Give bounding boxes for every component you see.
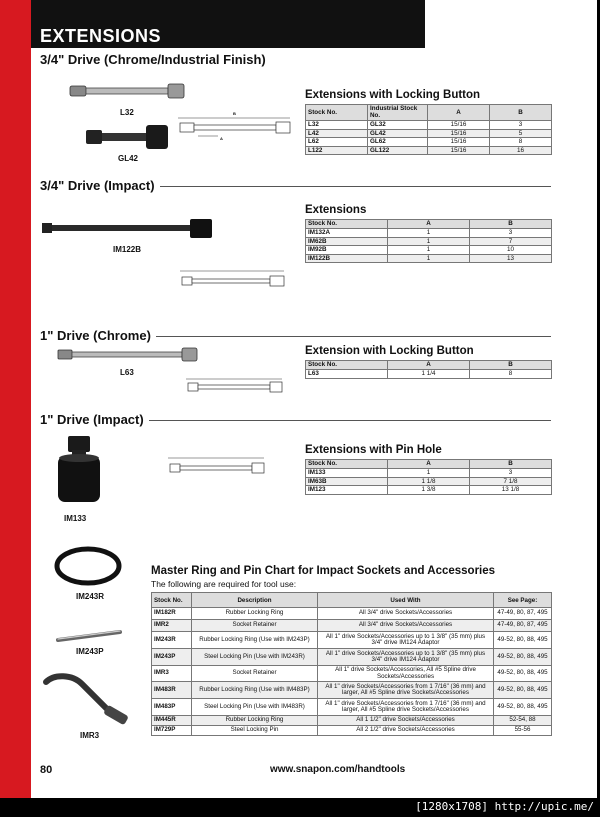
table-cell: All 3/4" drive Sockets/Accessories [318, 620, 494, 632]
table-cell: Socket Retainer [192, 620, 318, 632]
table-cell: 3 [470, 469, 552, 478]
table-cell: Rubber Locking Ring [192, 608, 318, 620]
table-cell: 49-52, 80, 88, 495 [494, 632, 552, 649]
table-cell: IM92B [306, 246, 388, 255]
table-cell: Rubber Locking Ring [192, 716, 318, 726]
red-margin-bar [0, 0, 31, 798]
table-header-row [152, 593, 552, 608]
table-cell: 1 [388, 246, 470, 255]
table-s2 [305, 219, 552, 263]
table-cell: All 1 1/2" drive Sockets/Accessories [318, 716, 494, 726]
table-cell: 3 [470, 229, 552, 238]
table-row [306, 129, 552, 138]
adaptor-im133-illustration [56, 436, 106, 506]
table-row [306, 469, 552, 478]
table-row [152, 649, 552, 666]
table-cell: IM729P [152, 726, 192, 736]
table-s3 [305, 360, 552, 379]
table-row [306, 146, 552, 155]
locking-pin-im243p-illustration [56, 628, 124, 644]
master-chart-subtitle: The following are required for tool use: [151, 579, 297, 589]
table-row [152, 620, 552, 632]
table-cell: IM133 [306, 469, 388, 478]
table-cell: Rubber Locking Ring (Use with IM483P) [192, 682, 318, 699]
col-header: Stock No. [306, 361, 388, 370]
table-row [152, 666, 552, 682]
table-cell: IM63B [306, 477, 388, 486]
table-cell: 49-52, 80, 88, 495 [494, 682, 552, 699]
section-heading-1-impact: 1" Drive (Impact) [40, 412, 149, 427]
table-cell: 10 [470, 246, 552, 255]
col-header: Description [192, 593, 318, 608]
section-heading-3-4-impact: 3/4" Drive (Impact) [40, 178, 160, 193]
table-cell: Rubber Locking Ring (Use with IM243P) [192, 632, 318, 649]
rubber-ring-im243r-illustration [54, 545, 124, 587]
table-cell: Socket Retainer [192, 666, 318, 682]
table-row [152, 726, 552, 736]
table-cell: 15/16 [428, 138, 490, 147]
table-cell: Steel Locking Pin (Use with IM483R) [192, 699, 318, 716]
table-cell: L42 [306, 129, 368, 138]
table-s4 [305, 459, 552, 495]
table-cell: 49-52, 80, 88, 495 [494, 699, 552, 716]
watermark: [1280x1708] http://upic.me/ [415, 800, 594, 813]
table-header-row [306, 460, 552, 469]
col-header: Industrial Stock No. [368, 105, 428, 121]
dimension-diagram-s4 [168, 454, 268, 480]
table-cell: GL32 [368, 121, 428, 130]
master-chart-title: Master Ring and Pin Chart for Impact Sockets and Accessories [151, 565, 496, 577]
table-cell: 15/16 [428, 146, 490, 155]
section-heading-3-4-chrome: 3/4" Drive (Chrome/Industrial Finish) [40, 52, 266, 67]
caption-l63: L63 [120, 368, 134, 377]
table-row [306, 486, 552, 495]
table-cell: GL122 [368, 146, 428, 155]
col-header: A [388, 460, 470, 469]
table-cell: L32 [306, 121, 368, 130]
col-header: B [470, 220, 552, 229]
table-cell: IM445R [152, 716, 192, 726]
table-title-s3: Extension with Locking Button [305, 345, 474, 357]
table-cell: All 1" drive Sockets/Accessories from 1 7/16" (36 mm) and larger, All #5 Spline drive Sockets/Accessories [318, 682, 494, 699]
extension-gl42-illustration [86, 124, 176, 150]
col-header: B [490, 105, 552, 121]
col-header: A [388, 220, 470, 229]
col-header: Stock No. [306, 220, 388, 229]
table-cell: 49-52, 80, 88, 495 [494, 649, 552, 666]
col-header: See Page: [494, 593, 552, 608]
table-cell: 13 1/8 [470, 486, 552, 495]
table-cell: Steel Locking Pin [192, 726, 318, 736]
table-cell: 1 1/4 [388, 370, 470, 379]
table-cell: L63 [306, 370, 388, 379]
footer-url[interactable]: www.snapon.com/handtools [270, 764, 406, 775]
table-cell: 52-54, 88 [494, 716, 552, 726]
table-row [306, 229, 552, 238]
table-cell: L122 [306, 146, 368, 155]
master-chart-table [151, 592, 552, 736]
table-cell: IM122B [306, 254, 388, 263]
col-header: Used With [318, 593, 494, 608]
col-header: B [470, 361, 552, 370]
table-row [306, 121, 552, 130]
table-cell: 13 [470, 254, 552, 263]
table-cell: 15/16 [428, 129, 490, 138]
table-row [306, 138, 552, 147]
table-cell: All 2 1/2" drive Sockets/Accessories [318, 726, 494, 736]
table-cell: IM483R [152, 682, 192, 699]
caption-im122b: IM122B [113, 245, 142, 254]
table-title-s2: Extensions [305, 204, 367, 216]
col-header: B [470, 460, 552, 469]
section-heading-1-chrome: 1" Drive (Chrome) [40, 328, 156, 343]
table-cell: 47-49, 80, 87, 495 [494, 620, 552, 632]
table-cell: All 3/4" drive Sockets/Accessories [318, 608, 494, 620]
table-row [152, 699, 552, 716]
col-header: Stock No. [152, 593, 192, 608]
caption-im243r: IM243R [76, 592, 105, 601]
table-cell: 8 [490, 138, 552, 147]
extension-l63-illustration [58, 347, 200, 363]
table-cell: IM132A [306, 229, 388, 238]
table-cell: 55-56 [494, 726, 552, 736]
table-cell: 3 [490, 121, 552, 130]
table-row [306, 246, 552, 255]
table-cell: 15/16 [428, 121, 490, 130]
table-cell: All 1" drive Sockets/Accessories up to 1 3/8" (35 mm) plus 3/4" drive IM124 Adaptor [318, 632, 494, 649]
extension-im122b-illustration [42, 218, 217, 240]
table-cell: L62 [306, 138, 368, 147]
table-cell: IM182R [152, 608, 192, 620]
table-title-s1: Extensions with Locking Button [305, 89, 481, 101]
table-cell: 1 1/8 [388, 477, 470, 486]
extension-l32-illustration [70, 82, 190, 102]
table-s1 [305, 104, 552, 155]
table-cell: 8 [470, 370, 552, 379]
table-header-row [306, 361, 552, 370]
table-row [152, 682, 552, 699]
dimension-diagram-s2 [180, 266, 288, 292]
col-header: A [388, 361, 470, 370]
table-row [306, 254, 552, 263]
caption-im243p: IM243P [76, 647, 104, 656]
table-cell: IM243R [152, 632, 192, 649]
table-header-row [306, 105, 552, 121]
dimension-diagram-s1 [178, 112, 296, 146]
table-cell: All 1" drive Sockets/Accessories from 1 7/16" (36 mm) and larger, All #5 Spline drive Sockets/Accessories [318, 699, 494, 716]
socket-retainer-imr3-illustration [42, 672, 132, 728]
table-cell: IMR2 [152, 620, 192, 632]
table-cell: IM62B [306, 237, 388, 246]
caption-l32: L32 [120, 108, 134, 117]
table-row [152, 608, 552, 620]
table-cell: 7 1/8 [470, 477, 552, 486]
caption-imr3: IMR3 [80, 731, 100, 740]
table-cell: 1 [388, 469, 470, 478]
table-cell: 7 [470, 237, 552, 246]
col-header: Stock No. [306, 105, 368, 121]
table-cell: GL42 [368, 129, 428, 138]
page-title: EXTENSIONS [40, 26, 162, 46]
table-cell: IMR3 [152, 666, 192, 682]
table-cell: 1 [388, 237, 470, 246]
col-header: A [428, 105, 490, 121]
table-cell: IM483P [152, 699, 192, 716]
table-cell: 1 [388, 254, 470, 263]
table-row [152, 716, 552, 726]
table-row [306, 237, 552, 246]
col-header: Stock No. [306, 460, 388, 469]
table-cell: All 1" drive Sockets/Accessories up to 1 3/8" (35 mm) plus 3/4" drive IM124 Adaptor [318, 649, 494, 666]
table-cell: IM123 [306, 486, 388, 495]
table-cell: 16 [490, 146, 552, 155]
table-cell: 5 [490, 129, 552, 138]
table-cell: 47-49, 80, 87, 495 [494, 608, 552, 620]
table-cell: GL62 [368, 138, 428, 147]
table-title-s4: Extensions with Pin Hole [305, 444, 442, 456]
table-cell: IM243P [152, 649, 192, 666]
table-row [306, 370, 552, 379]
table-cell: 49-52, 80, 88, 495 [494, 666, 552, 682]
page-number: 80 [40, 764, 53, 776]
table-cell: All 1" drive Sockets/Accessories, All #5 Spline drive Sockets/Accessories [318, 666, 494, 682]
table-row [306, 477, 552, 486]
caption-im133: IM133 [64, 514, 87, 523]
table-cell: 1 3/8 [388, 486, 470, 495]
table-header-row [306, 220, 552, 229]
table-cell: Steel Locking Pin (Use with IM243R) [192, 649, 318, 666]
table-cell: 1 [388, 229, 470, 238]
dimension-label-a-s1: A [220, 136, 223, 141]
dimension-label-b-s1: B [233, 111, 236, 116]
dimension-diagram-s3 [186, 376, 286, 400]
caption-gl42: GL42 [118, 154, 139, 163]
table-row [152, 632, 552, 649]
